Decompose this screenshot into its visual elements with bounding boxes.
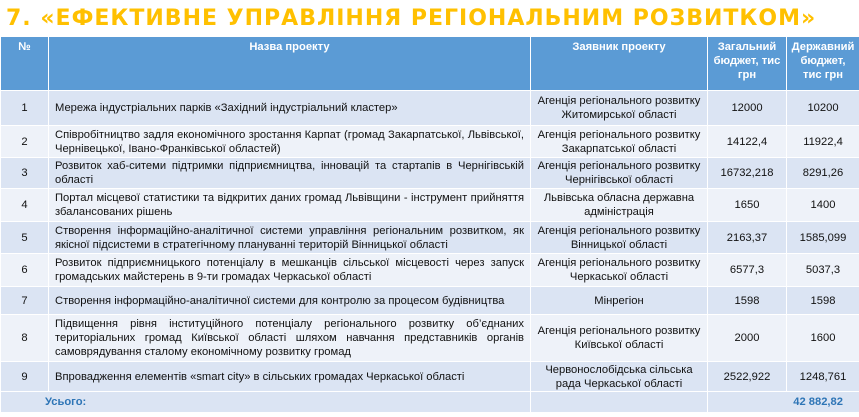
state-budget: 1248,761	[787, 362, 859, 392]
table-row	[1, 126, 859, 158]
total-budget: 12000	[708, 91, 787, 126]
project-name: Розвиток підприємницького потенціалу в мешканців сільської місцевості через запуск громадських майстерень в 9-ти громадах Черкаської області	[49, 254, 531, 287]
header-state-budget: Державний бюджет, тис грн	[787, 37, 859, 91]
table-row	[1, 287, 859, 315]
header-applicant: Заявник проекту	[531, 37, 708, 91]
project-name: Портал місцевої статистики та відкритих даних громад Львівщини - інструмент прийняття збалансованих рішень	[49, 189, 531, 222]
header-num: №	[1, 37, 49, 91]
state-budget: 8291,26	[787, 158, 859, 189]
state-budget: 11922,4	[787, 126, 859, 158]
total-budget: 2163,37	[708, 222, 787, 254]
page-title: 7. «ЕФЕКТИВНЕ УПРАВЛІННЯ РЕГІОНАЛЬНИМ РОЗВИТКОМ»	[6, 6, 817, 31]
row-num: 7	[1, 287, 49, 315]
total-budget: 6577,3	[708, 254, 787, 287]
applicant: Агенція регіонального розвитку Вінницької області	[531, 222, 708, 254]
project-name: Підвищення рівня інституційного потенціалу регіонального розвитку об’єднаних територіальних громад Київської області шляхом навчання представників органів самоврядування сталому економічному розвитку громад	[49, 315, 531, 362]
total-spacer	[531, 392, 708, 413]
table-row	[1, 362, 859, 392]
table-row	[1, 158, 859, 189]
total-row	[1, 392, 859, 413]
applicant: Червонослобідська сільська рада Черкаської області	[531, 362, 708, 392]
row-num: 1	[1, 91, 49, 126]
applicant: Агенція регіонального розвитку Житомирської області	[531, 91, 708, 126]
state-budget: 1585,099	[787, 222, 859, 254]
row-num: 6	[1, 254, 49, 287]
header-name: Назва проекту	[49, 37, 531, 91]
row-num: 4	[1, 189, 49, 222]
row-num: 9	[1, 362, 49, 392]
total-budget: 1598	[708, 287, 787, 315]
total-budget: 1650	[708, 189, 787, 222]
project-name: Мережа індустріальних парків «Західний індустріальний кластер»	[49, 91, 531, 126]
total-budget: 2522,922	[708, 362, 787, 392]
applicant: Агенція регіонального розвитку Чернігівської області	[531, 158, 708, 189]
row-num: 3	[1, 158, 49, 189]
total-budget: 14122,4	[708, 126, 787, 158]
state-budget: 10200	[787, 91, 859, 126]
projects-table	[0, 36, 859, 413]
table-row	[1, 254, 859, 287]
applicant: Львівська обласна державна адміністрація	[531, 189, 708, 222]
state-budget: 5037,3	[787, 254, 859, 287]
table-row	[1, 189, 859, 222]
project-name: Створення інформаційно-аналітичної системи для контролю за процесом будівництва	[49, 287, 531, 315]
table-header-row	[1, 37, 859, 91]
total-budget: 16732,218	[708, 158, 787, 189]
applicant: Агенція регіонального розвитку Київської області	[531, 315, 708, 362]
applicant: Агенція регіонального розвитку Черкаської області	[531, 254, 708, 287]
table-row	[1, 222, 859, 254]
state-budget: 1600	[787, 315, 859, 362]
total-label: Усього:	[1, 392, 531, 413]
total-budget: 2000	[708, 315, 787, 362]
applicant: Агенція регіонального розвитку Закарпатської області	[531, 126, 708, 158]
row-num: 8	[1, 315, 49, 362]
table-row	[1, 315, 859, 362]
project-name: Розвиток хаб-ситеми підтримки підприємництва, інновацій та стартапів в Чернігівській області	[49, 158, 531, 189]
project-name: Впровадження елементів «smart city» в сільських громадах Черкаської області	[49, 362, 531, 392]
header-total-budget: Загальний бюджет, тис грн	[708, 37, 787, 91]
total-sum: 42 882,82	[708, 392, 859, 413]
row-num: 5	[1, 222, 49, 254]
project-name: Створення інформаційно-аналітичної системи управління регіональним розвитком, як якісної підсистеми в стратегічному плануванні територій Вінницької області	[49, 222, 531, 254]
state-budget: 1598	[787, 287, 859, 315]
applicant: Мінрегіон	[531, 287, 708, 315]
table-row	[1, 91, 859, 126]
state-budget: 1400	[787, 189, 859, 222]
project-name: Співробітництво задля економічного зростання Карпат (громад Закарпатської, Львівської, Чернівецької, Івано-Франківської областей)	[49, 126, 531, 158]
row-num: 2	[1, 126, 49, 158]
